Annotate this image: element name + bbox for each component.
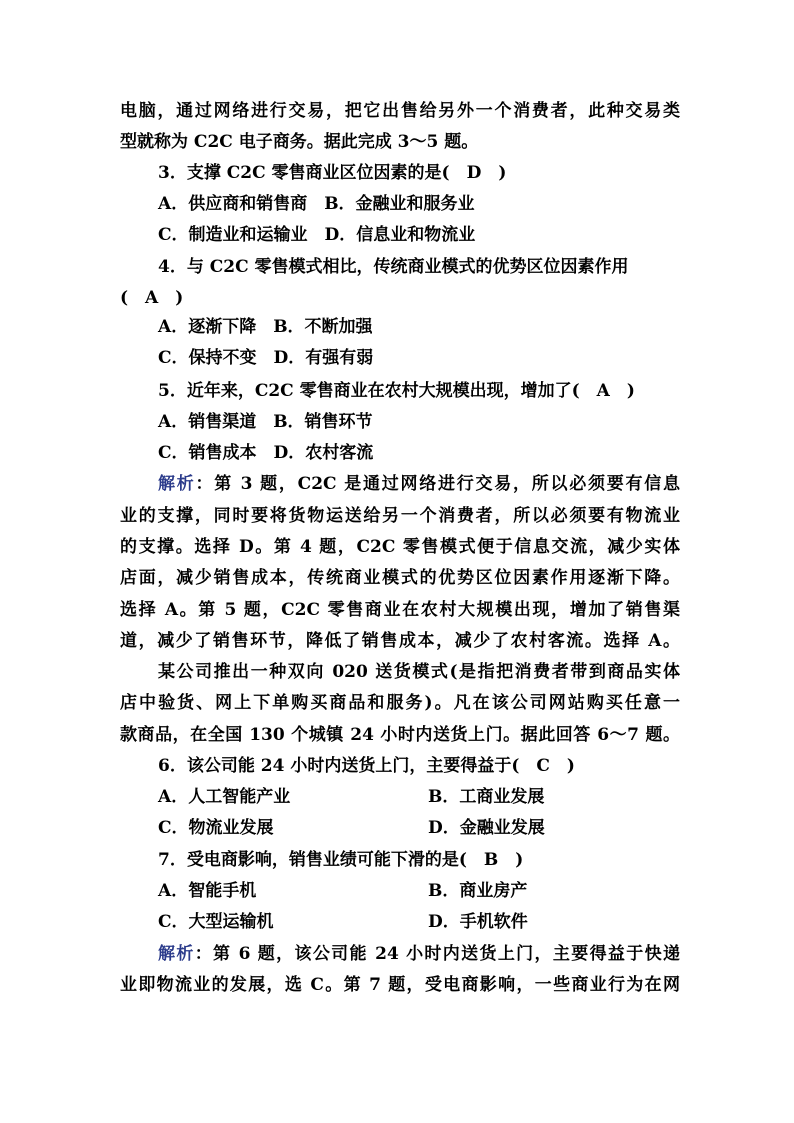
analysis-1-line-5: 选择 A。第 5 题，C2C 零售商业在农村大规模出现，增加了销售渠: [120, 600, 680, 620]
analysis-2-line-2: 业即物流业的发展，选 C。第 7 题，受电商影响，一些商业行为在网: [120, 975, 680, 995]
question-5-stem: 5．近年来，C2C 零售商业在农村大规模出现，增加了( A ): [158, 381, 635, 401]
question-4-stem-line-2: ( A ): [120, 288, 184, 308]
question-3-options-row-1: A．供应商和销售商 B．金融业和服务业: [158, 194, 475, 214]
question-7-option-b: B．商业房产: [428, 881, 528, 901]
passage-2-line-1: 某公司推出一种双向 020 送货模式(是指把消费者带到商品实体: [158, 662, 680, 682]
question-6-stem: 6．该公司能 24 小时内送货上门，主要得益于( C ): [158, 756, 575, 776]
question-4-options-row-1: A．逐渐下降 B．不断加强: [158, 317, 373, 337]
question-3-options-row-2: C．制造业和运输业 D．信息业和物流业: [158, 225, 476, 245]
question-7-option-a: A．智能手机: [158, 881, 257, 901]
analysis-1-line-1-text: ：第 3 题，C2C 是通过网络进行交易，所以必须要有信息: [195, 474, 681, 494]
question-7-stem: 7．受电商影响，销售业绩可能下滑的是( B ): [158, 850, 524, 870]
question-6-option-c: C．物流业发展: [158, 818, 274, 838]
question-5-options-row-2: C．销售成本 D．农村客流: [158, 443, 374, 463]
analysis-label: 解析: [158, 474, 196, 494]
question-4-stem-line-1: 4．与 C2C 零售模式相比，传统商业模式的优势区位因素作用: [158, 257, 629, 277]
question-4-options-row-2: C．保持不变 D．有强有弱: [158, 348, 374, 368]
intro-line-1: 电脑，通过网络进行交易，把它出售给另外一个消费者，此种交易类: [120, 101, 680, 121]
question-6-option-a: A．人工智能产业: [158, 787, 291, 807]
question-6-option-b: B．工商业发展: [428, 787, 545, 807]
analysis-1-line-2: 业的支撑，同时要将货物运送给另一个消费者，所以必须要有物流业: [120, 506, 680, 526]
question-5-options-row-1: A．销售渠道 B．销售环节: [158, 412, 373, 432]
analysis-label: 解析: [158, 944, 195, 964]
analysis-1-line-6: 道，减少了销售环节，降低了销售成本，减少了农村客流。选择 A。: [120, 631, 680, 651]
analysis-1-line-3: 的支撑。选择 D。第 4 题，C2C 零售模式便于信息交流，减少实体: [120, 537, 680, 557]
question-6-option-d: D．金融业发展: [428, 818, 545, 838]
analysis-2-line-1: [158, 943, 680, 965]
passage-2-line-3: 款商品，在全国 130 个城镇 24 小时内送货上门。据此回答 6～7 题。: [120, 725, 680, 745]
question-7-option-d: D．手机软件: [428, 912, 528, 932]
question-3-stem: 3．支撑 C2C 零售商业区位因素的是( D ): [158, 163, 507, 183]
analysis-1-line-4: 店面，减少销售成本，传统商业模式的优势区位因素作用逐渐下降。: [120, 568, 680, 588]
passage-2-line-2: 店中验货、网上下单购买商品和服务)。凡在该公司网站购买任意一: [120, 693, 680, 713]
intro-line-2: 型就称为 C2C 电子商务。据此完成 3～5 题。: [120, 132, 479, 152]
analysis-2-line-1-text: ：第 6 题，该公司能 24 小时内送货上门，主要得益于快递: [194, 944, 680, 964]
analysis-1-line-1: [158, 473, 680, 495]
question-7-option-c: C．大型运输机: [158, 912, 274, 932]
